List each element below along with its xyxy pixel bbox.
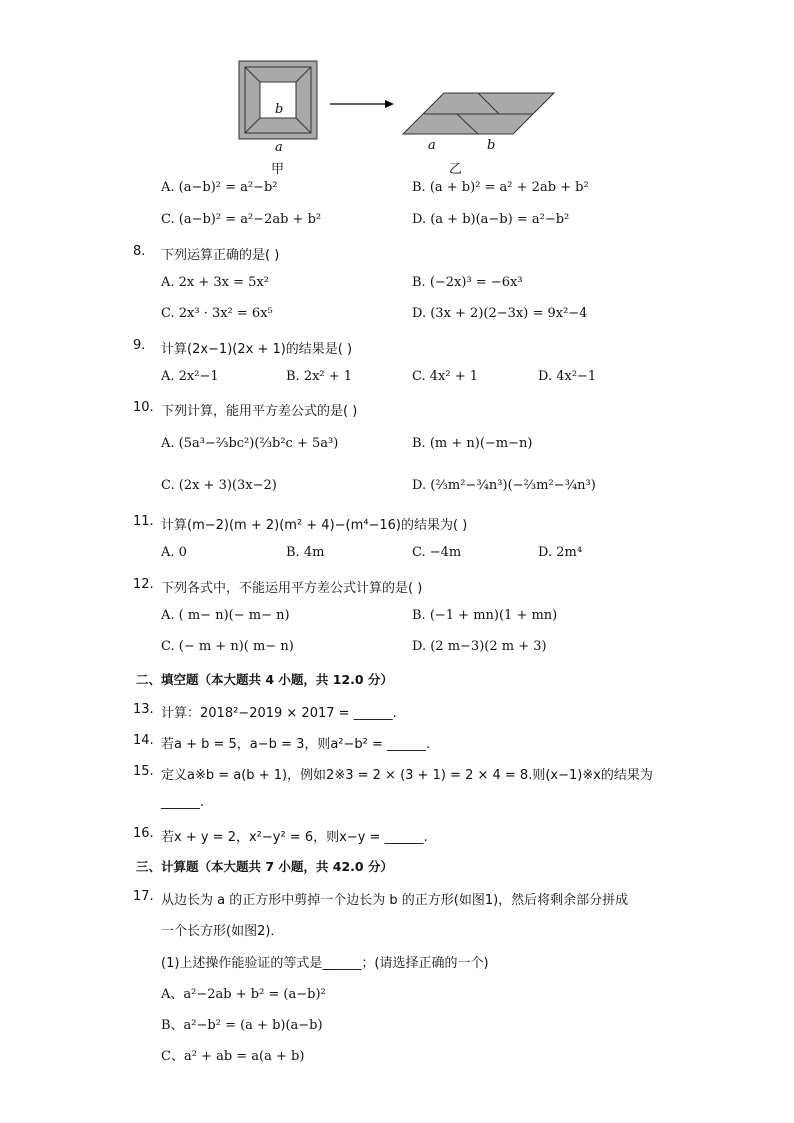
q7-option-a: A. (a−b)² = a²−b² (161, 180, 278, 195)
q17-number: 17. (133, 889, 154, 904)
jia-caption: 甲 (271, 162, 285, 177)
q17-line1: 从边长为 a 的正方形中剪掉一个边长为 b 的正方形(如图1)，然后将剩余部分拼成 (161, 893, 629, 908)
q9-option-a: A. 2x²−1 (161, 369, 219, 384)
q14-text: 若a + b = 5，a−b = 3，则a²−b² = ______. (161, 737, 431, 752)
q15-number: 15. (133, 764, 154, 779)
q10-text: 下列计算，能用平方差公式的是( ) (161, 404, 358, 419)
q12-option-a: A. ( m− n)(− m− n) (161, 608, 290, 623)
q12-option-b: B. (−1 + mn)(1 + mn) (412, 608, 558, 623)
q12-number: 12. (133, 577, 154, 592)
q12-option-d: D. (2 m−3)(2 m + 3) (412, 639, 547, 654)
yi-label-b: b (487, 138, 496, 153)
yi-label-a: a (428, 138, 436, 153)
figure-yi (402, 92, 556, 136)
q9-text: 计算(2x−1)(2x + 1)的结果是( ) (161, 342, 353, 357)
section-3-heading: 三、计算题（本大题共 7 小题，共 42.0 分） (136, 859, 393, 874)
q9-option-b: B. 2x² + 1 (286, 369, 353, 384)
q9-option-c: C. 4x² + 1 (412, 369, 478, 384)
q7-option-b: B. (a + b)² = a² + 2ab + b² (412, 180, 589, 195)
q16-text: 若x + y = 2，x²−y² = 6，则x−y = ______. (161, 830, 428, 845)
q10-option-a: A. (5a³−⅔bc²)(⅔b²c + 5a³) (161, 436, 339, 451)
q17-line2: 一个长方形(如图2)． (161, 924, 284, 939)
q8-option-d: D. (3x + 2)(2−3x) = 9x²−4 (412, 306, 588, 321)
q12-text: 下列各式中，不能运用平方差公式计算的是( ) (161, 581, 423, 596)
arrow-icon (330, 98, 394, 110)
q13-number: 13. (133, 702, 154, 717)
q17-option-a: A、a²−2ab + b² = (a−b)² (161, 987, 326, 1002)
q15-text: 定义a※b = a(b + 1)，例如2※3 = 2 × (3 + 1) = 2 × 4 = 8.则(x−1)※x的结果为 (161, 768, 653, 783)
q15-blank-line: ______. (161, 795, 205, 810)
q11-number: 11. (133, 514, 154, 529)
q16-number: 16. (133, 826, 154, 841)
q9-number: 9. (133, 338, 146, 353)
q11-option-a: A. 0 (161, 545, 187, 560)
q9-option-d: D. 4x²−1 (538, 369, 597, 384)
q17-sub1: (1)上述操作能验证的等式是______；(请选择正确的一个) (161, 956, 489, 971)
q11-option-c: C. −4m (412, 545, 462, 560)
yi-caption: 乙 (449, 162, 463, 177)
q10-option-c: C. (2x + 3)(3x−2) (161, 478, 277, 493)
jia-inner-label: b (275, 102, 284, 117)
figure-jia (238, 60, 320, 142)
q14-number: 14. (133, 733, 154, 748)
q7-option-c: C. (a−b)² = a²−2ab + b² (161, 212, 322, 227)
q10-number: 10. (133, 400, 154, 415)
q10-option-b: B. (m + n)(−m−n) (412, 436, 533, 451)
q13-text: 计算：2018²−2019 × 2017 = ______. (161, 706, 397, 721)
section-2-heading: 二、填空题（本大题共 4 小题，共 12.0 分） (136, 672, 393, 687)
q8-number: 8. (133, 244, 146, 259)
q10-option-d: D. (⅔m²−¾n³)(−⅔m²−¾n³) (412, 478, 596, 493)
q11-option-d: D. 2m⁴ (538, 545, 583, 560)
q17-option-c: C、a² + ab = a(a + b) (161, 1049, 305, 1064)
q8-option-a: A. 2x + 3x = 5x² (161, 275, 269, 290)
q7-option-d: D. (a + b)(a−b) = a²−b² (412, 212, 570, 227)
jia-bottom-label: a (275, 140, 283, 155)
q8-option-c: C. 2x³ · 3x² = 6x⁵ (161, 306, 273, 321)
q17-option-b: B、a²−b² = (a + b)(a−b) (161, 1018, 323, 1033)
q8-option-b: B. (−2x)³ = −6x³ (412, 275, 523, 290)
q12-option-c: C. (− m + n)( m− n) (161, 639, 294, 654)
q8-text: 下列运算正确的是( ) (161, 248, 280, 263)
q11-option-b: B. 4m (286, 545, 325, 560)
q11-text: 计算(m−2)(m + 2)(m² + 4)−(m⁴−16)的结果为( ) (161, 518, 468, 533)
